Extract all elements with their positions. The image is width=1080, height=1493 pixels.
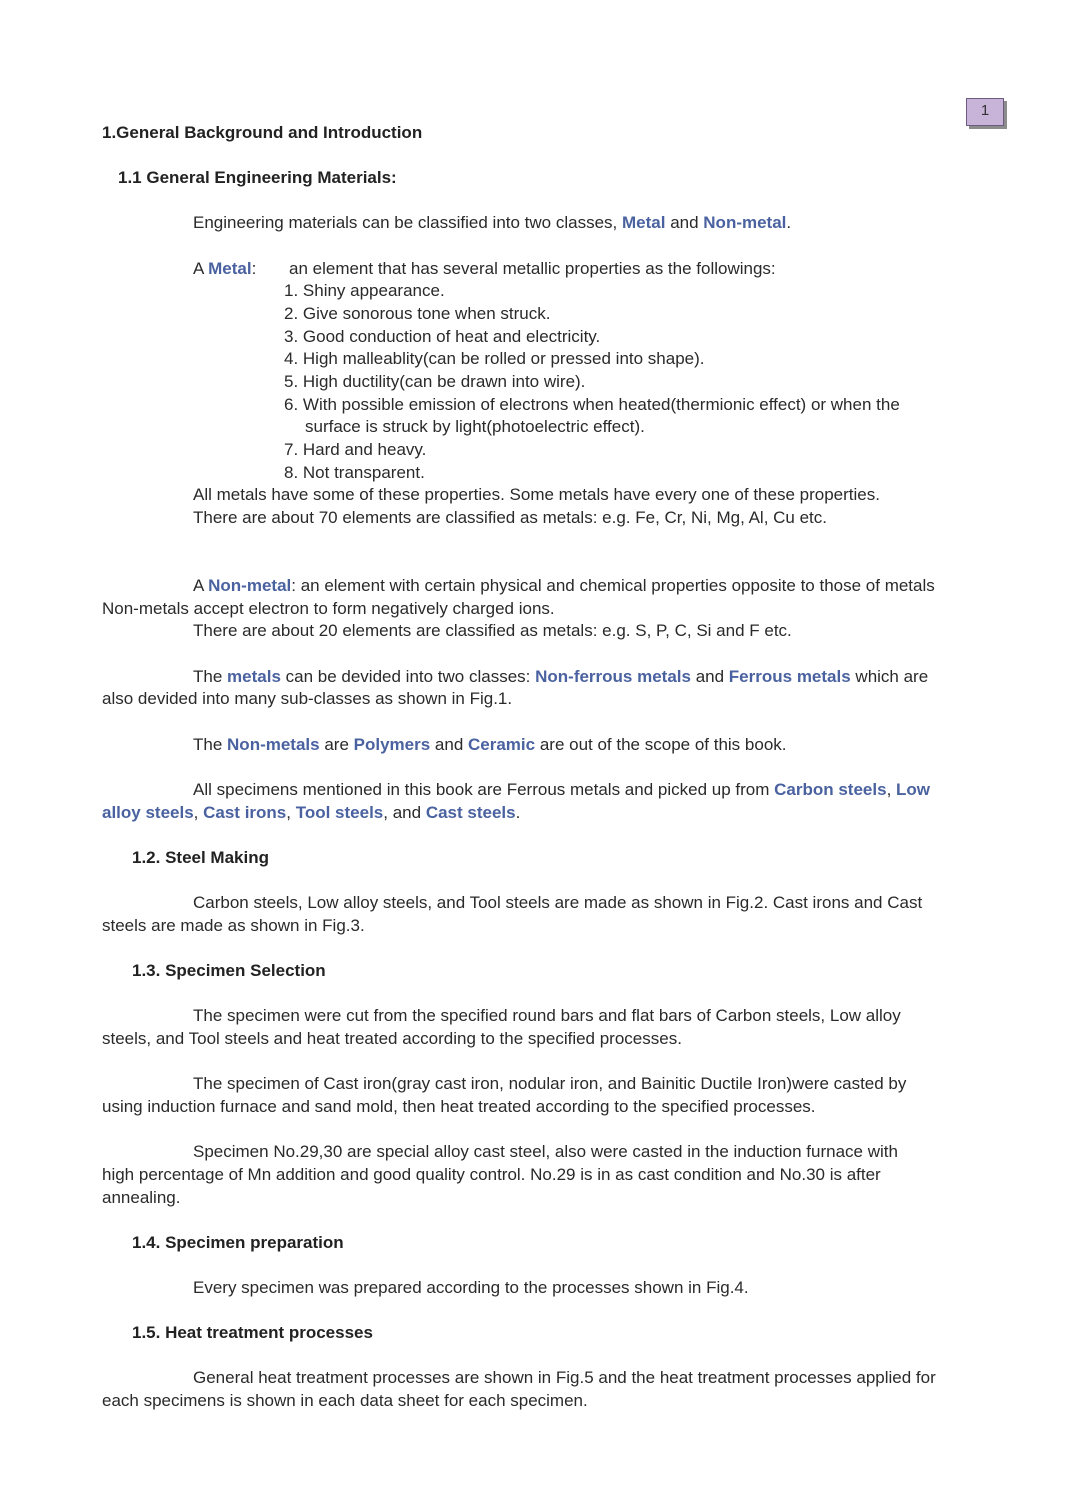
- specimens-paragraph-line-1: All specimens mentioned in this book are Ferrous metals and picked up from Carbon steels, Low: [193, 780, 931, 799]
- selection-p2-line-1: The specimen of Cast iron(gray cast iron, nodular iron, and Bainitic Ductile Iron)were casted by: [193, 1074, 907, 1093]
- list-item: 7. Hard and heavy.: [284, 440, 427, 459]
- selection-p3-line-2: high percentage of Mn addition and good quality control. No.29 is in as cast condition and No.30 is after: [102, 1165, 881, 1184]
- selection-p1-line-1: The specimen were cut from the specified round bars and flat bars of Carbon steels, Low alloy: [193, 1006, 901, 1025]
- selection-p3-line-1: Specimen No.29,30 are special alloy cast steel, also were casted in the induction furnace with: [193, 1142, 898, 1161]
- list-item: 4. High malleablity(can be rolled or pressed into shape).: [284, 349, 705, 368]
- section-heading-1-3: 1.3. Specimen Selection: [132, 961, 326, 980]
- heat-treatment-line-2: each specimens is shown in each data sheet for each specimen.: [102, 1391, 588, 1410]
- list-item: 5. High ductility(can be drawn into wire).: [284, 372, 586, 391]
- metal-note-1: All metals have some of these properties. Some metals have every one of these properties.: [193, 485, 880, 504]
- selection-p1-line-2: steels, and Tool steels and heat treated according to the specified processes.: [102, 1029, 682, 1048]
- section-heading-1-4: 1.4. Specimen preparation: [132, 1233, 344, 1252]
- list-item-continuation: surface is struck by light(photoelectric effect).: [305, 417, 645, 436]
- list-item: 3. Good conduction of heat and electricity.: [284, 327, 601, 346]
- metal-definition-label: A Metal:: [193, 259, 257, 278]
- nonmetal-definition: A Non-metal: an element with certain physical and chemical properties opposite to those of metals: [193, 576, 935, 595]
- nonmetal-line-3: There are about 20 elements are classified as metals: e.g. S, P, C, Si and F etc.: [193, 621, 792, 640]
- section-heading-1: 1.General Background and Introduction: [102, 123, 423, 142]
- steel-making-line-1: Carbon steels, Low alloy steels, and Tool steels are made as shown in Fig.2. Cast irons and Cast: [193, 893, 923, 912]
- keyword-metal: Metal: [622, 213, 666, 232]
- page-number-badge: 1: [966, 98, 1004, 126]
- section-heading-1-2: 1.2. Steel Making: [132, 848, 269, 867]
- list-item: 1. Shiny appearance.: [284, 281, 445, 300]
- keyword-non-metal: Non-metal: [703, 213, 787, 232]
- metals-divided-paragraph: The metals can be devided into two classes: Non-ferrous metals and Ferrous metals which are: [193, 667, 929, 686]
- preparation-paragraph: Every specimen was prepared according to the processes shown in Fig.4.: [193, 1278, 749, 1297]
- metals-divided-line-2: also devided into many sub-classes as shown in Fig.1.: [102, 689, 513, 708]
- list-item: 2. Give sonorous tone when struck.: [284, 304, 551, 323]
- nonmetals-scope-paragraph: The Non-metals are Polymers and Ceramic are out of the scope of this book.: [193, 735, 787, 754]
- metal-note-2: There are about 70 elements are classified as metals: e.g. Fe, Cr, Ni, Mg, Al, Cu etc.: [193, 508, 828, 527]
- metal-definition-text: an element that has several metallic properties as the followings:: [289, 259, 776, 278]
- section-heading-1-1: 1.1 General Engineering Materials:: [118, 168, 397, 187]
- list-item: 8. Not transparent.: [284, 463, 425, 482]
- heat-treatment-line-1: General heat treatment processes are shown in Fig.5 and the heat treatment processes applied for: [193, 1368, 936, 1387]
- nonmetal-line-2: Non-metals accept electron to form negatively charged ions.: [102, 599, 555, 618]
- specimens-paragraph-line-2: alloy steels, Cast irons, Tool steels, and Cast steels.: [102, 803, 521, 822]
- classes-paragraph: Engineering materials can be classified into two classes, Metal and Non-metal.: [193, 213, 792, 232]
- section-heading-1-5: 1.5. Heat treatment processes: [132, 1323, 373, 1342]
- list-item: 6. With possible emission of electrons when heated(thermionic effect) or when the: [284, 395, 900, 414]
- selection-p2-line-2: using induction furnace and sand mold, then heat treated according to the specified processes.: [102, 1097, 816, 1116]
- selection-p3-line-3: annealing.: [102, 1188, 181, 1207]
- steel-making-line-2: steels are made as shown in Fig.3.: [102, 916, 365, 935]
